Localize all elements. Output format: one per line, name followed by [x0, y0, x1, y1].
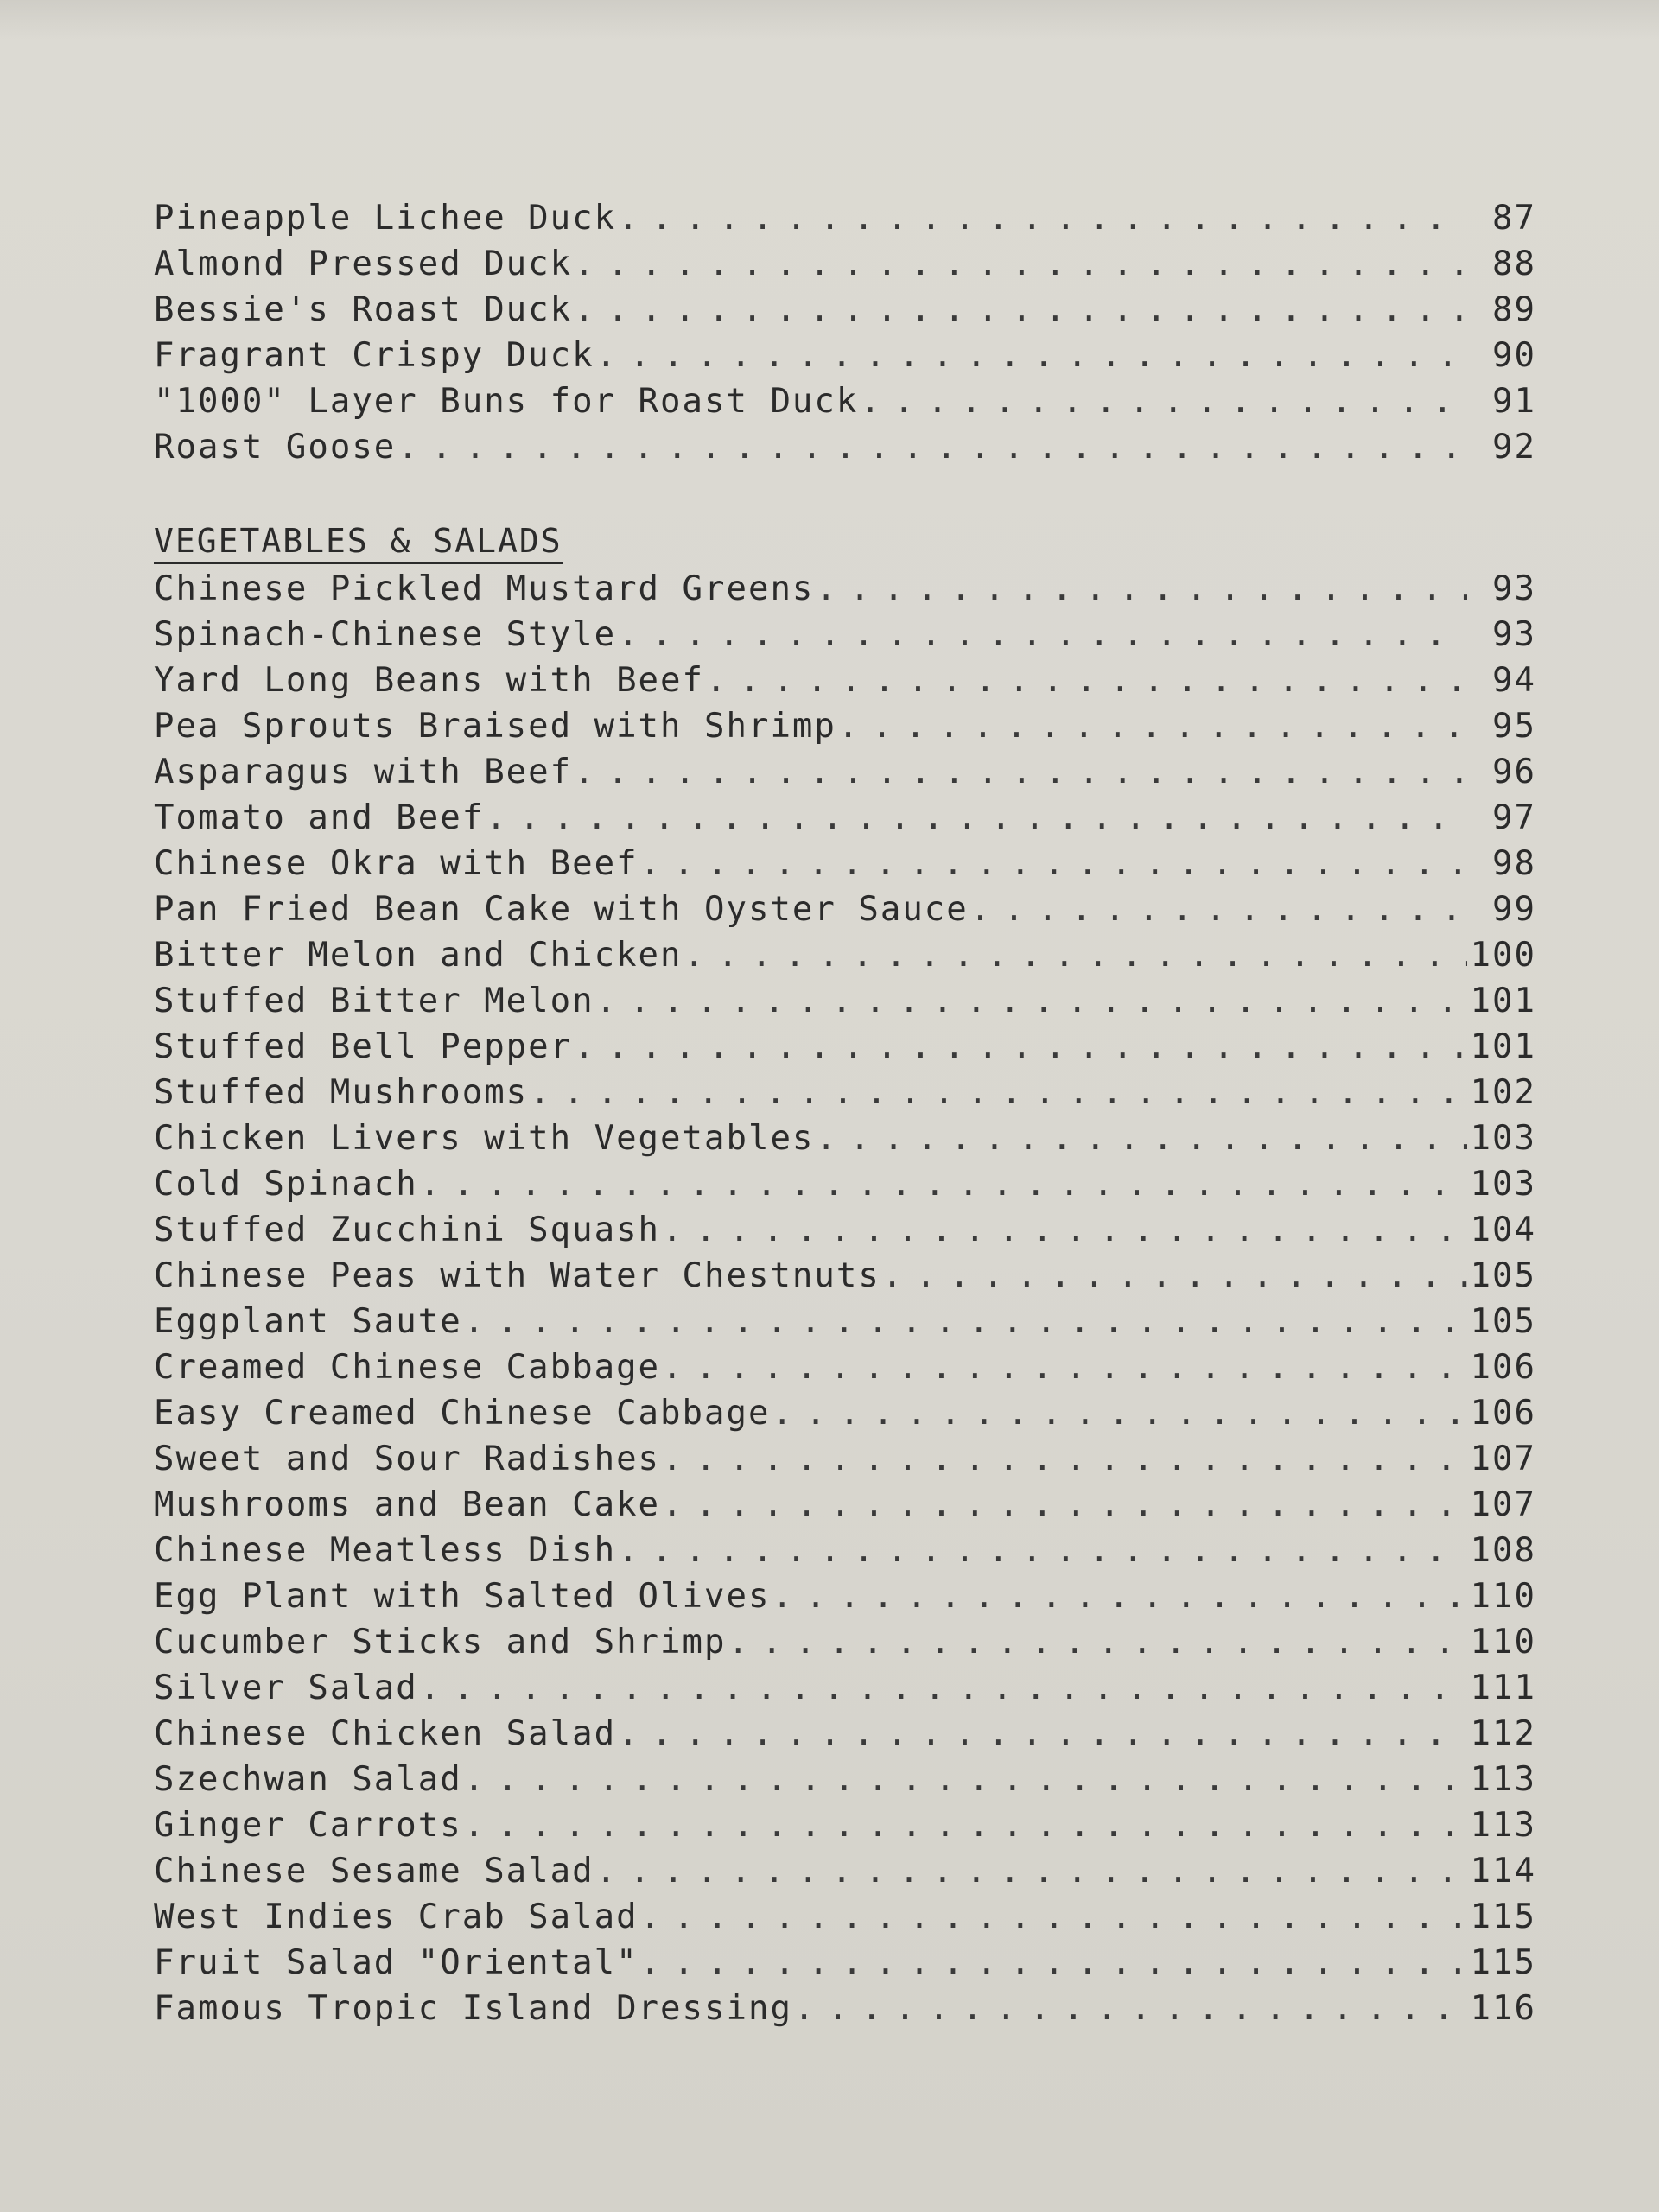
dot-leader	[618, 1531, 1467, 1570]
dot-leader	[860, 382, 1467, 421]
dot-leader	[397, 428, 1467, 467]
entry-title: Cucumber Sticks and Shrimp	[154, 1623, 727, 1662]
entry-page-number: 87	[1492, 199, 1536, 238]
toc-entry	[154, 290, 1536, 336]
toc-entry	[154, 1852, 1536, 1897]
dot-leader	[618, 199, 1467, 238]
entry-title: Bitter Melon and Chicken	[154, 936, 683, 975]
top-entry-list	[154, 199, 1536, 474]
entry-title: Pineapple Lichee Duck	[154, 199, 617, 238]
toc-entry	[154, 1348, 1536, 1394]
toc-entry	[154, 753, 1536, 798]
dot-leader	[464, 1760, 1467, 1799]
entry-page-number: 113	[1470, 1806, 1536, 1845]
entry-page-number: 90	[1492, 336, 1536, 375]
toc-entry	[154, 1943, 1536, 1989]
entry-title: Pea Sprouts Braised with Shrimp	[154, 707, 836, 746]
dot-leader	[838, 707, 1467, 746]
dot-leader	[618, 1714, 1467, 1753]
entry-page-number: 104	[1470, 1211, 1536, 1249]
entry-page-number: 97	[1492, 798, 1536, 837]
entry-title: West Indies Crab Salad	[154, 1897, 639, 1936]
dot-leader	[970, 890, 1467, 929]
dot-leader	[882, 1256, 1467, 1295]
entry-page-number: 115	[1470, 1897, 1536, 1936]
entry-page-number: 107	[1470, 1440, 1536, 1478]
entry-title: Cold Spinach	[154, 1165, 418, 1204]
toc-entry	[154, 936, 1536, 982]
entry-page-number: 113	[1470, 1760, 1536, 1799]
entry-page-number: 94	[1492, 661, 1536, 700]
toc-entry	[154, 199, 1536, 245]
toc-entry	[154, 615, 1536, 661]
toc-entry	[154, 1897, 1536, 1943]
entry-title: Stuffed Zucchini Squash	[154, 1211, 661, 1249]
dot-leader	[574, 290, 1467, 329]
dot-leader	[816, 1119, 1467, 1158]
dot-leader	[420, 1669, 1467, 1707]
dot-leader	[640, 1897, 1467, 1936]
entry-page-number: 99	[1492, 890, 1536, 929]
entry-page-number: 100	[1470, 936, 1536, 975]
entry-title: Egg Plant with Salted Olives	[154, 1577, 771, 1616]
dot-leader	[618, 615, 1467, 654]
toc-entry	[154, 1577, 1536, 1623]
entry-page-number: 115	[1470, 1943, 1536, 1982]
toc-entry	[154, 1714, 1536, 1760]
entry-title: Sweet and Sour Radishes	[154, 1440, 661, 1478]
entry-page-number: 88	[1492, 245, 1536, 283]
entry-page-number: 93	[1492, 615, 1536, 654]
dot-leader	[772, 1394, 1467, 1433]
toc-entry	[154, 1485, 1536, 1531]
toc-entry	[154, 1027, 1536, 1073]
entry-page-number: 101	[1470, 1027, 1536, 1066]
entry-page-number: 116	[1470, 1989, 1536, 2028]
dot-leader	[662, 1485, 1467, 1524]
toc-entry	[154, 798, 1536, 844]
vegetables-salads-section	[154, 522, 1536, 2035]
entry-title: Mushrooms and Bean Cake	[154, 1485, 661, 1524]
entry-title: Tomato and Beef	[154, 798, 485, 837]
section-entry-list	[154, 569, 1536, 2035]
entry-title: Chinese Meatless Dish	[154, 1531, 617, 1570]
dot-leader	[574, 1027, 1467, 1066]
dot-leader	[816, 569, 1467, 608]
dot-leader	[706, 661, 1467, 700]
dot-leader	[662, 1211, 1467, 1249]
section-spacer	[154, 474, 1536, 522]
toc-entry	[154, 844, 1536, 890]
dot-leader	[596, 982, 1467, 1020]
entry-title: "1000" Layer Buns for Roast Duck	[154, 382, 859, 421]
entry-title: Fragrant Crispy Duck	[154, 336, 594, 375]
entry-page-number: 102	[1470, 1073, 1536, 1112]
entry-title: Bessie's Roast Duck	[154, 290, 573, 329]
entry-title: Easy Creamed Chinese Cabbage	[154, 1394, 771, 1433]
toc-entry	[154, 1623, 1536, 1669]
toc-entry	[154, 1165, 1536, 1211]
entry-title: Famous Tropic Island Dressing	[154, 1989, 792, 2028]
entry-page-number: 103	[1470, 1165, 1536, 1204]
entry-title: Asparagus with Beef	[154, 753, 573, 791]
dot-leader	[486, 798, 1467, 837]
entry-page-number: 112	[1470, 1714, 1536, 1753]
entry-page-number: 103	[1470, 1119, 1536, 1158]
entry-page-number: 105	[1470, 1256, 1536, 1295]
toc-entry	[154, 890, 1536, 936]
section-heading: VEGETABLES & SALADS	[154, 522, 563, 564]
dot-leader	[464, 1302, 1467, 1341]
entry-page-number: 106	[1470, 1348, 1536, 1387]
dot-leader	[662, 1440, 1467, 1478]
entry-page-number: 101	[1470, 982, 1536, 1020]
dot-leader	[794, 1989, 1467, 2028]
toc-entry	[154, 428, 1536, 474]
entry-title: Chicken Livers with Vegetables	[154, 1119, 815, 1158]
dot-leader	[640, 1943, 1467, 1982]
dot-leader	[420, 1165, 1467, 1204]
entry-page-number: 110	[1470, 1577, 1536, 1616]
entry-title: Ginger Carrots	[154, 1806, 462, 1845]
dot-leader	[596, 1852, 1467, 1891]
entry-page-number: 98	[1492, 844, 1536, 883]
entry-page-number: 89	[1492, 290, 1536, 329]
entry-page-number: 110	[1470, 1623, 1536, 1662]
toc-entry	[154, 1119, 1536, 1165]
toc-entry	[154, 1669, 1536, 1714]
entry-title: Stuffed Mushrooms	[154, 1073, 529, 1112]
entry-page-number: 108	[1470, 1531, 1536, 1570]
dot-leader	[772, 1577, 1467, 1616]
toc-entry	[154, 1256, 1536, 1302]
toc-entry	[154, 1760, 1536, 1806]
toc-entry	[154, 1394, 1536, 1440]
entry-page-number: 106	[1470, 1394, 1536, 1433]
table-of-contents	[154, 199, 1536, 2035]
toc-entry	[154, 707, 1536, 753]
entry-title: Szechwan Salad	[154, 1760, 462, 1799]
entry-title: Pan Fried Bean Cake with Oyster Sauce	[154, 890, 969, 929]
toc-entry	[154, 1989, 1536, 2035]
entry-page-number: 107	[1470, 1485, 1536, 1524]
toc-entry	[154, 569, 1536, 615]
entry-page-number: 93	[1492, 569, 1536, 608]
dot-leader	[464, 1806, 1467, 1845]
entry-title: Stuffed Bitter Melon	[154, 982, 594, 1020]
dot-leader	[574, 245, 1467, 283]
toc-entry	[154, 1302, 1536, 1348]
toc-entry	[154, 1531, 1536, 1577]
entry-page-number: 96	[1492, 753, 1536, 791]
page-edge-shadow	[0, 0, 1659, 40]
entry-title: Yard Long Beans with Beef	[154, 661, 704, 700]
dot-leader	[530, 1073, 1467, 1112]
entry-page-number: 105	[1470, 1302, 1536, 1341]
entry-title: Spinach-Chinese Style	[154, 615, 617, 654]
entry-title: Chinese Chicken Salad	[154, 1714, 617, 1753]
dot-leader	[574, 753, 1467, 791]
toc-entry	[154, 382, 1536, 428]
entry-page-number: 95	[1492, 707, 1536, 746]
entry-title: Chinese Sesame Salad	[154, 1852, 594, 1891]
toc-entry	[154, 1440, 1536, 1485]
toc-entry	[154, 1073, 1536, 1119]
entry-title: Roast Goose	[154, 428, 397, 467]
entry-title: Fruit Salad "Oriental"	[154, 1943, 639, 1982]
dot-leader	[596, 336, 1467, 375]
entry-title: Creamed Chinese Cabbage	[154, 1348, 661, 1387]
entry-page-number: 92	[1492, 428, 1536, 467]
entry-page-number: 111	[1470, 1669, 1536, 1707]
entry-title: Stuffed Bell Pepper	[154, 1027, 573, 1066]
toc-entry	[154, 245, 1536, 290]
dot-leader	[640, 844, 1467, 883]
entry-title: Chinese Peas with Water Chestnuts	[154, 1256, 880, 1295]
entry-title: Eggplant Saute	[154, 1302, 462, 1341]
dot-leader	[728, 1623, 1467, 1662]
entry-title: Almond Pressed Duck	[154, 245, 573, 283]
entry-page-number: 114	[1470, 1852, 1536, 1891]
entry-title: Chinese Pickled Mustard Greens	[154, 569, 815, 608]
toc-entry	[154, 661, 1536, 707]
toc-entry	[154, 1211, 1536, 1256]
toc-entry	[154, 982, 1536, 1027]
entry-page-number: 91	[1492, 382, 1536, 421]
dot-leader	[684, 936, 1467, 975]
toc-entry	[154, 336, 1536, 382]
entry-title: Chinese Okra with Beef	[154, 844, 639, 883]
dot-leader	[662, 1348, 1467, 1387]
entry-title: Silver Salad	[154, 1669, 418, 1707]
toc-entry	[154, 1806, 1536, 1852]
